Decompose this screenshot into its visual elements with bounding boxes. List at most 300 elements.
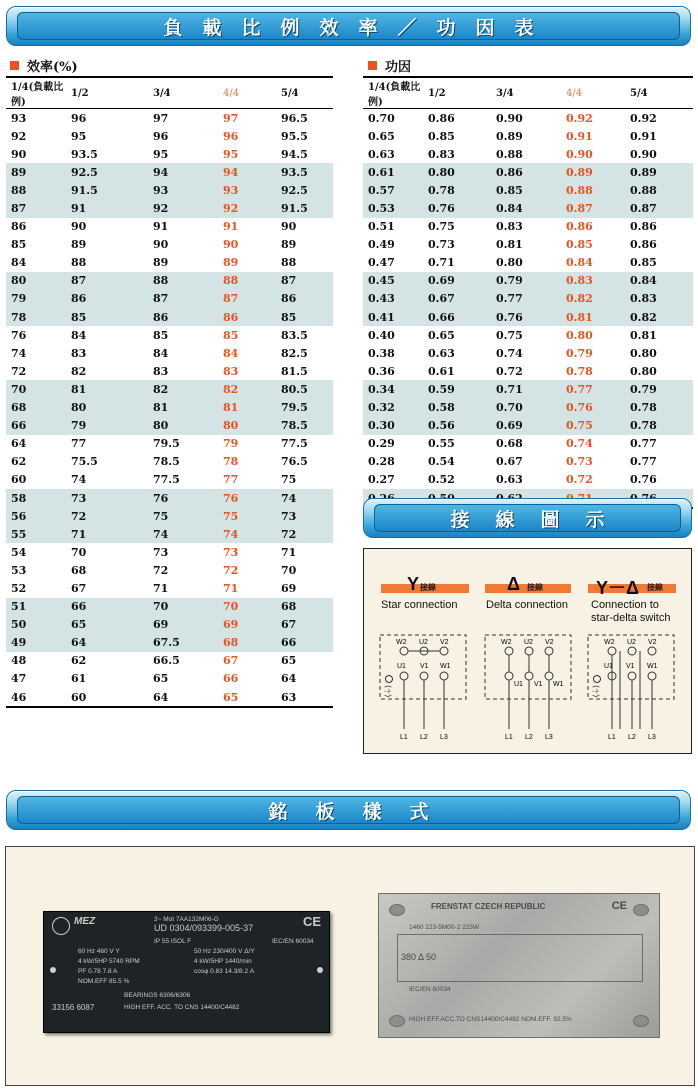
table-cell: 0.88 xyxy=(625,181,693,199)
table-cell: 61 xyxy=(71,672,87,686)
plate-line: 4 kW/5HP 5740 RPM xyxy=(78,958,140,965)
table-cell: 0.75 xyxy=(561,417,625,435)
table-cell: 0.79 xyxy=(566,346,593,360)
ground-label: (⏚) xyxy=(385,685,392,697)
table-cell: 89 xyxy=(6,163,66,181)
table-cell: 0.67 xyxy=(496,455,523,469)
table-cell: 0.52 xyxy=(428,473,455,487)
plate-line: 4 kW/5HP 1440/min xyxy=(194,958,252,965)
table-row xyxy=(6,507,333,525)
plate-brand: FRENSTAT CZECH REPUBLIC xyxy=(431,902,546,911)
table-cell: 0.85 xyxy=(630,256,657,270)
table-cell: 70 xyxy=(148,598,218,616)
table-cell: 80 xyxy=(218,417,276,435)
table-cell: 67 xyxy=(276,616,333,634)
table-cell: 85 xyxy=(276,308,333,326)
table-row xyxy=(6,181,333,199)
table-cell: 0.76 xyxy=(491,308,561,326)
table-row xyxy=(6,163,333,181)
table-row xyxy=(6,688,333,707)
table-cell: 0.63 xyxy=(496,473,523,487)
table-cell: 0.86 xyxy=(630,238,657,252)
table-cell: 62 xyxy=(71,654,87,668)
table-cell: 87 xyxy=(6,199,66,217)
plate-line: BEARINGS 6306/6306 xyxy=(124,992,191,999)
table-cell: 84 xyxy=(11,256,27,270)
table-cell: 63 xyxy=(276,688,333,707)
table-cell: 68 xyxy=(276,598,333,616)
table-cell: 0.67 xyxy=(423,290,491,308)
table-cell: 0.49 xyxy=(368,238,395,252)
table-cell: 86 xyxy=(148,308,218,326)
table-cell: 79 xyxy=(223,437,239,451)
table-cell: 0.88 xyxy=(496,147,523,161)
ground-label: (⏚) xyxy=(593,685,600,697)
table-cell: 0.85 xyxy=(566,238,593,252)
table-cell: 0.91 xyxy=(630,129,657,143)
table-cell: 83 xyxy=(223,364,239,378)
table-cell: 89 xyxy=(281,238,297,252)
orange-square-icon xyxy=(10,61,19,70)
table-cell: 55 xyxy=(6,525,66,543)
nameplate-frenstat xyxy=(378,893,660,1038)
table-cell: 72 xyxy=(66,507,148,525)
table-row xyxy=(363,145,693,163)
table-cell: 54 xyxy=(11,545,27,559)
table-row xyxy=(6,543,333,561)
table-cell: 66 xyxy=(276,634,333,652)
table-row xyxy=(6,199,333,217)
table-cell: 79 xyxy=(6,290,66,308)
efficiency-table-header xyxy=(6,77,333,109)
table-cell: 74 xyxy=(148,525,218,543)
table-cell: 72 xyxy=(276,525,333,543)
table-row xyxy=(363,290,693,308)
table-row xyxy=(363,453,693,471)
table-cell: 0.43 xyxy=(363,290,423,308)
table-row xyxy=(6,380,333,398)
terminal-label-v1: V1 xyxy=(420,663,429,670)
table-cell: 75.5 xyxy=(71,455,98,469)
table-row xyxy=(6,598,333,616)
table-cell: 86 xyxy=(11,220,27,234)
table-cell: 0.71 xyxy=(491,380,561,398)
table-cell: 96 xyxy=(223,129,239,143)
table-cell: 53 xyxy=(11,563,27,577)
diagram-caption: star-delta switch xyxy=(591,612,671,624)
table-cell: 0.80 xyxy=(630,346,657,360)
table-cell: 97 xyxy=(223,111,239,125)
column-header: 1/2 xyxy=(66,77,148,109)
table-cell: 95 xyxy=(153,147,169,161)
table-cell: 76.5 xyxy=(281,455,308,469)
line-label-l2: L2 xyxy=(420,734,428,741)
table-cell: 66.5 xyxy=(153,654,180,668)
table-cell: 87 xyxy=(66,272,148,290)
terminal-label-u2: U2 xyxy=(627,639,636,646)
table-cell: 76 xyxy=(148,489,218,507)
table-row xyxy=(363,344,693,362)
banner-inner xyxy=(374,504,681,532)
table-cell: 0.65 xyxy=(428,328,455,342)
table-cell: 0.74 xyxy=(496,346,523,360)
terminal-label-u1: U1 xyxy=(604,663,613,670)
table-cell: 0.66 xyxy=(423,308,491,326)
table-cell: 0.72 xyxy=(496,364,523,378)
table-cell: 75 xyxy=(281,473,297,487)
banner-title: 銘板樣式 xyxy=(268,800,457,823)
line-label-l3: L3 xyxy=(545,734,553,741)
table-cell: 82 xyxy=(148,380,218,398)
column-header: 4/4 xyxy=(561,77,625,109)
table-cell: 0.74 xyxy=(566,437,593,451)
table-cell: 93 xyxy=(11,111,27,125)
table-cell: 0.59 xyxy=(423,380,491,398)
table-cell: 0.83 xyxy=(561,272,625,290)
table-row xyxy=(363,272,693,290)
terminal-label-w1: W1 xyxy=(647,663,658,670)
table-row xyxy=(6,652,333,670)
table-cell: 0.89 xyxy=(625,163,693,181)
line-label-l3: L3 xyxy=(648,734,656,741)
table-cell: 56 xyxy=(6,507,66,525)
column-header: 5/4 xyxy=(625,77,693,109)
table-cell: 83 xyxy=(71,346,87,360)
table-row xyxy=(6,634,333,652)
plate-line: IEC/EN 60034 xyxy=(272,938,314,945)
table-cell: 86 xyxy=(218,308,276,326)
table-cell: 0.85 xyxy=(428,129,455,143)
table-cell: 0.34 xyxy=(363,380,423,398)
table-cell: 0.84 xyxy=(566,256,593,270)
table-cell: 90 xyxy=(281,220,297,234)
plate-line: IEC/EN 60034 xyxy=(409,986,451,993)
table-cell: 90 xyxy=(223,238,239,252)
table-cell: 83.5 xyxy=(281,328,308,342)
power-factor-heading xyxy=(368,56,411,75)
table-row xyxy=(363,127,693,145)
rivet-icon xyxy=(50,967,56,973)
table-cell: 71 xyxy=(281,545,297,559)
table-cell: 81 xyxy=(218,399,276,417)
table-cell: 0.45 xyxy=(363,272,423,290)
table-cell: 0.80 xyxy=(423,163,491,181)
efficiency-heading xyxy=(10,56,78,75)
table-cell: 70 xyxy=(218,598,276,616)
table-cell: 64 xyxy=(66,634,148,652)
terminal-label-u2: U2 xyxy=(419,639,428,646)
connection-tag: 接線 xyxy=(527,582,543,592)
table-row xyxy=(363,181,693,199)
table-cell: 46 xyxy=(6,688,66,707)
table-cell: 72 xyxy=(153,563,169,577)
table-cell: 73 xyxy=(276,507,333,525)
table-cell: 64 xyxy=(281,672,297,686)
table-cell: 0.79 xyxy=(491,272,561,290)
plate-line: NOM.EFF 85.5 % xyxy=(78,978,130,985)
table-cell: 0.76 xyxy=(630,473,657,487)
terminal-label-v2: V2 xyxy=(440,639,449,646)
table-cell: 0.82 xyxy=(625,308,693,326)
wiring-diagrams xyxy=(363,548,692,754)
table-cell: 0.38 xyxy=(368,346,395,360)
table-cell: 0.61 xyxy=(363,163,423,181)
table-row xyxy=(6,127,333,145)
rivet-icon xyxy=(389,904,405,916)
table-cell: 76 xyxy=(11,328,27,342)
table-cell: 72 xyxy=(223,563,239,577)
table-cell: 80 xyxy=(6,272,66,290)
table-cell: 78.5 xyxy=(276,417,333,435)
table-cell: 0.73 xyxy=(566,455,593,469)
table-cell: 0.90 xyxy=(630,147,657,161)
table-row xyxy=(6,326,333,344)
terminal-label-u1: U1 xyxy=(514,681,523,688)
terminal-label-w1: W1 xyxy=(440,663,451,670)
table-cell: 84 xyxy=(223,346,239,360)
table-row xyxy=(363,109,693,128)
table-cell: 49 xyxy=(6,634,66,652)
plate-line: cosφ 0.83 14.3/8.2 A xyxy=(194,968,255,975)
table-cell: 0.70 xyxy=(368,111,395,125)
table-cell: 51 xyxy=(6,598,66,616)
table-cell: 80 xyxy=(148,417,218,435)
table-cell: 0.78 xyxy=(566,364,593,378)
plate-line: UD 0304/093399-005-37 xyxy=(154,923,254,933)
table-cell: 0.84 xyxy=(625,272,693,290)
plate-brand: MEZ xyxy=(74,916,96,927)
line-label-l3: L3 xyxy=(440,734,448,741)
table-row xyxy=(6,399,333,417)
table-cell: 84 xyxy=(71,328,87,342)
table-row xyxy=(363,199,693,217)
table-cell: 88 xyxy=(6,181,66,199)
plate-line: IP 55 ISOL F xyxy=(154,938,192,945)
table-cell: 74 xyxy=(218,525,276,543)
table-cell: 73 xyxy=(153,545,169,559)
table-cell: 0.89 xyxy=(561,163,625,181)
table-cell: 88 xyxy=(281,256,297,270)
terminal-label-w1: W1 xyxy=(553,681,564,688)
diagram-caption: Connection to xyxy=(591,599,659,611)
line-label-l1: L1 xyxy=(608,734,616,741)
table-cell: 79.5 xyxy=(153,437,180,451)
table-cell: 0.83 xyxy=(625,290,693,308)
table-cell: 96 xyxy=(153,129,169,143)
table-cell: 92 xyxy=(11,129,27,143)
table-cell: 0.41 xyxy=(363,308,423,326)
table-row xyxy=(363,380,693,398)
rivet-icon xyxy=(633,1015,649,1027)
rivet-icon xyxy=(389,1015,405,1027)
table-cell: 0.86 xyxy=(630,220,657,234)
table-cell: 0.81 xyxy=(496,238,523,252)
table-cell: 87 xyxy=(148,290,218,308)
table-cell: 0.65 xyxy=(368,129,395,143)
table-row xyxy=(363,326,693,344)
table-cell: 0.75 xyxy=(428,220,455,234)
table-cell: 92 xyxy=(148,199,218,217)
plate-line: 1460 223-5M00-2 225W xyxy=(409,924,480,931)
table-cell: 0.77 xyxy=(491,290,561,308)
table-cell: 80 xyxy=(66,399,148,417)
table-cell: 0.57 xyxy=(363,181,423,199)
table-cell: 0.61 xyxy=(428,364,455,378)
table-cell: 86 xyxy=(276,290,333,308)
terminal-label-v2: V2 xyxy=(648,639,657,646)
table-cell: 88 xyxy=(71,256,87,270)
line-label-l2: L2 xyxy=(628,734,636,741)
table-cell: 79 xyxy=(66,417,148,435)
table-cell: 0.77 xyxy=(630,455,657,469)
table-cell: 92 xyxy=(218,199,276,217)
table-cell: 85 xyxy=(153,328,169,342)
table-cell: 90 xyxy=(71,220,87,234)
table-cell: 0.86 xyxy=(491,163,561,181)
table-row xyxy=(6,145,333,163)
table-cell: 70 xyxy=(71,545,87,559)
diagram-caption: Delta connection xyxy=(486,599,568,611)
delta-symbol: Δ xyxy=(507,574,520,594)
table-cell: 0.58 xyxy=(423,399,491,417)
table-cell: 95 xyxy=(223,147,239,161)
efficiency-heading-text: 效率(%) xyxy=(27,60,78,75)
table-row xyxy=(6,109,333,128)
banner-inner xyxy=(17,12,680,40)
table-cell: 0.73 xyxy=(428,238,455,252)
table-cell: 64 xyxy=(11,437,27,451)
table-row xyxy=(6,471,333,489)
star-symbol: Y xyxy=(407,574,420,594)
column-header: 5/4 xyxy=(276,77,333,109)
table-cell: 93.5 xyxy=(71,147,98,161)
plate-line: 3~ Mot 7AA132M06-G xyxy=(154,916,219,923)
table-cell: 90 xyxy=(11,147,27,161)
column-header: 1/2 xyxy=(423,77,491,109)
table-cell: 47 xyxy=(11,672,27,686)
table-cell: 0.68 xyxy=(496,437,523,451)
table-cell: 92.5 xyxy=(66,163,148,181)
table-cell: 0.55 xyxy=(428,437,455,451)
table-cell: 88 xyxy=(148,272,218,290)
table-row xyxy=(6,435,333,453)
table-row xyxy=(6,525,333,543)
table-row xyxy=(6,308,333,326)
table-cell: 74 xyxy=(276,489,333,507)
table-row xyxy=(6,218,333,236)
table-cell: 48 xyxy=(11,654,27,668)
table-cell: 0.63 xyxy=(368,147,395,161)
table-cell: 60 xyxy=(11,473,27,487)
table-cell: 85 xyxy=(66,308,148,326)
table-cell: 86 xyxy=(66,290,148,308)
table-cell: 82 xyxy=(218,380,276,398)
table-cell: 89 xyxy=(153,256,169,270)
table-cell: 66 xyxy=(6,417,66,435)
plate-line: 60 Hz 460 V Y xyxy=(78,948,120,955)
table-cell: 0.79 xyxy=(625,380,693,398)
table-cell: 65 xyxy=(281,654,297,668)
table-cell: 73 xyxy=(66,489,148,507)
table-cell: 0.91 xyxy=(566,129,593,143)
column-header: 4/4 xyxy=(218,77,276,109)
line-label-l2: L2 xyxy=(525,734,533,741)
table-row xyxy=(6,236,333,254)
table-cell: 65 xyxy=(153,672,169,686)
table-row xyxy=(363,471,693,489)
table-cell: 0.78 xyxy=(625,417,693,435)
terminal-label-u1: U1 xyxy=(397,663,406,670)
ce-mark-icon: CE xyxy=(302,914,321,929)
table-cell: 0.76 xyxy=(423,199,491,217)
table-cell: 81 xyxy=(148,399,218,417)
table-row xyxy=(363,254,693,272)
table-cell: 93.5 xyxy=(276,163,333,181)
table-cell: 91.5 xyxy=(276,199,333,217)
table-cell: 0.30 xyxy=(363,417,423,435)
table-cell: 0.54 xyxy=(428,455,455,469)
table-cell: 91.5 xyxy=(66,181,148,199)
table-cell: 0.77 xyxy=(561,380,625,398)
table-cell: 66 xyxy=(223,672,239,686)
table-cell: 78.5 xyxy=(153,455,180,469)
table-cell: 0.83 xyxy=(428,147,455,161)
table-cell: 0.84 xyxy=(491,199,561,217)
table-cell: 0.87 xyxy=(625,199,693,217)
banner-inner xyxy=(17,796,680,824)
table-cell: 0.87 xyxy=(561,199,625,217)
table-cell: 81 xyxy=(66,380,148,398)
table-cell: 0.47 xyxy=(368,256,395,270)
plate-line: 33156 6087 xyxy=(52,1003,95,1012)
table-cell: 85 xyxy=(11,238,27,252)
rivet-icon xyxy=(633,904,649,916)
column-header: 1/4(負載比例) xyxy=(6,77,66,109)
table-cell: 0.75 xyxy=(496,328,523,342)
terminal-label-u2: U2 xyxy=(524,639,533,646)
table-cell: 87 xyxy=(218,290,276,308)
table-cell: 96.5 xyxy=(281,111,308,125)
table-cell: 69 xyxy=(148,616,218,634)
table-cell: 0.36 xyxy=(368,364,395,378)
table-cell: 97 xyxy=(153,111,169,125)
table-cell: 70 xyxy=(6,380,66,398)
nameplate-mez xyxy=(43,911,330,1033)
efficiency-table xyxy=(6,76,333,708)
table-cell: 77 xyxy=(223,473,239,487)
table-cell: 74 xyxy=(11,346,27,360)
table-cell: 84 xyxy=(153,346,169,360)
table-cell: 67 xyxy=(223,654,239,668)
table-cell: 0.76 xyxy=(561,399,625,417)
line-label-l1: L1 xyxy=(505,734,513,741)
nameplate-banner xyxy=(6,790,691,830)
table-row xyxy=(363,163,693,181)
table-row xyxy=(6,670,333,688)
table-cell: 71 xyxy=(223,581,239,595)
table-cell: 90 xyxy=(153,238,169,252)
table-row xyxy=(6,344,333,362)
table-row xyxy=(6,254,333,272)
table-cell: 0.71 xyxy=(428,256,455,270)
delta-terminal-box xyxy=(485,635,571,741)
table-cell: 0.53 xyxy=(363,199,423,217)
power-factor-table xyxy=(363,76,693,509)
table-cell: 72 xyxy=(11,364,27,378)
table-row xyxy=(6,579,333,597)
table-row xyxy=(363,236,693,254)
table-cell: 71 xyxy=(66,525,148,543)
